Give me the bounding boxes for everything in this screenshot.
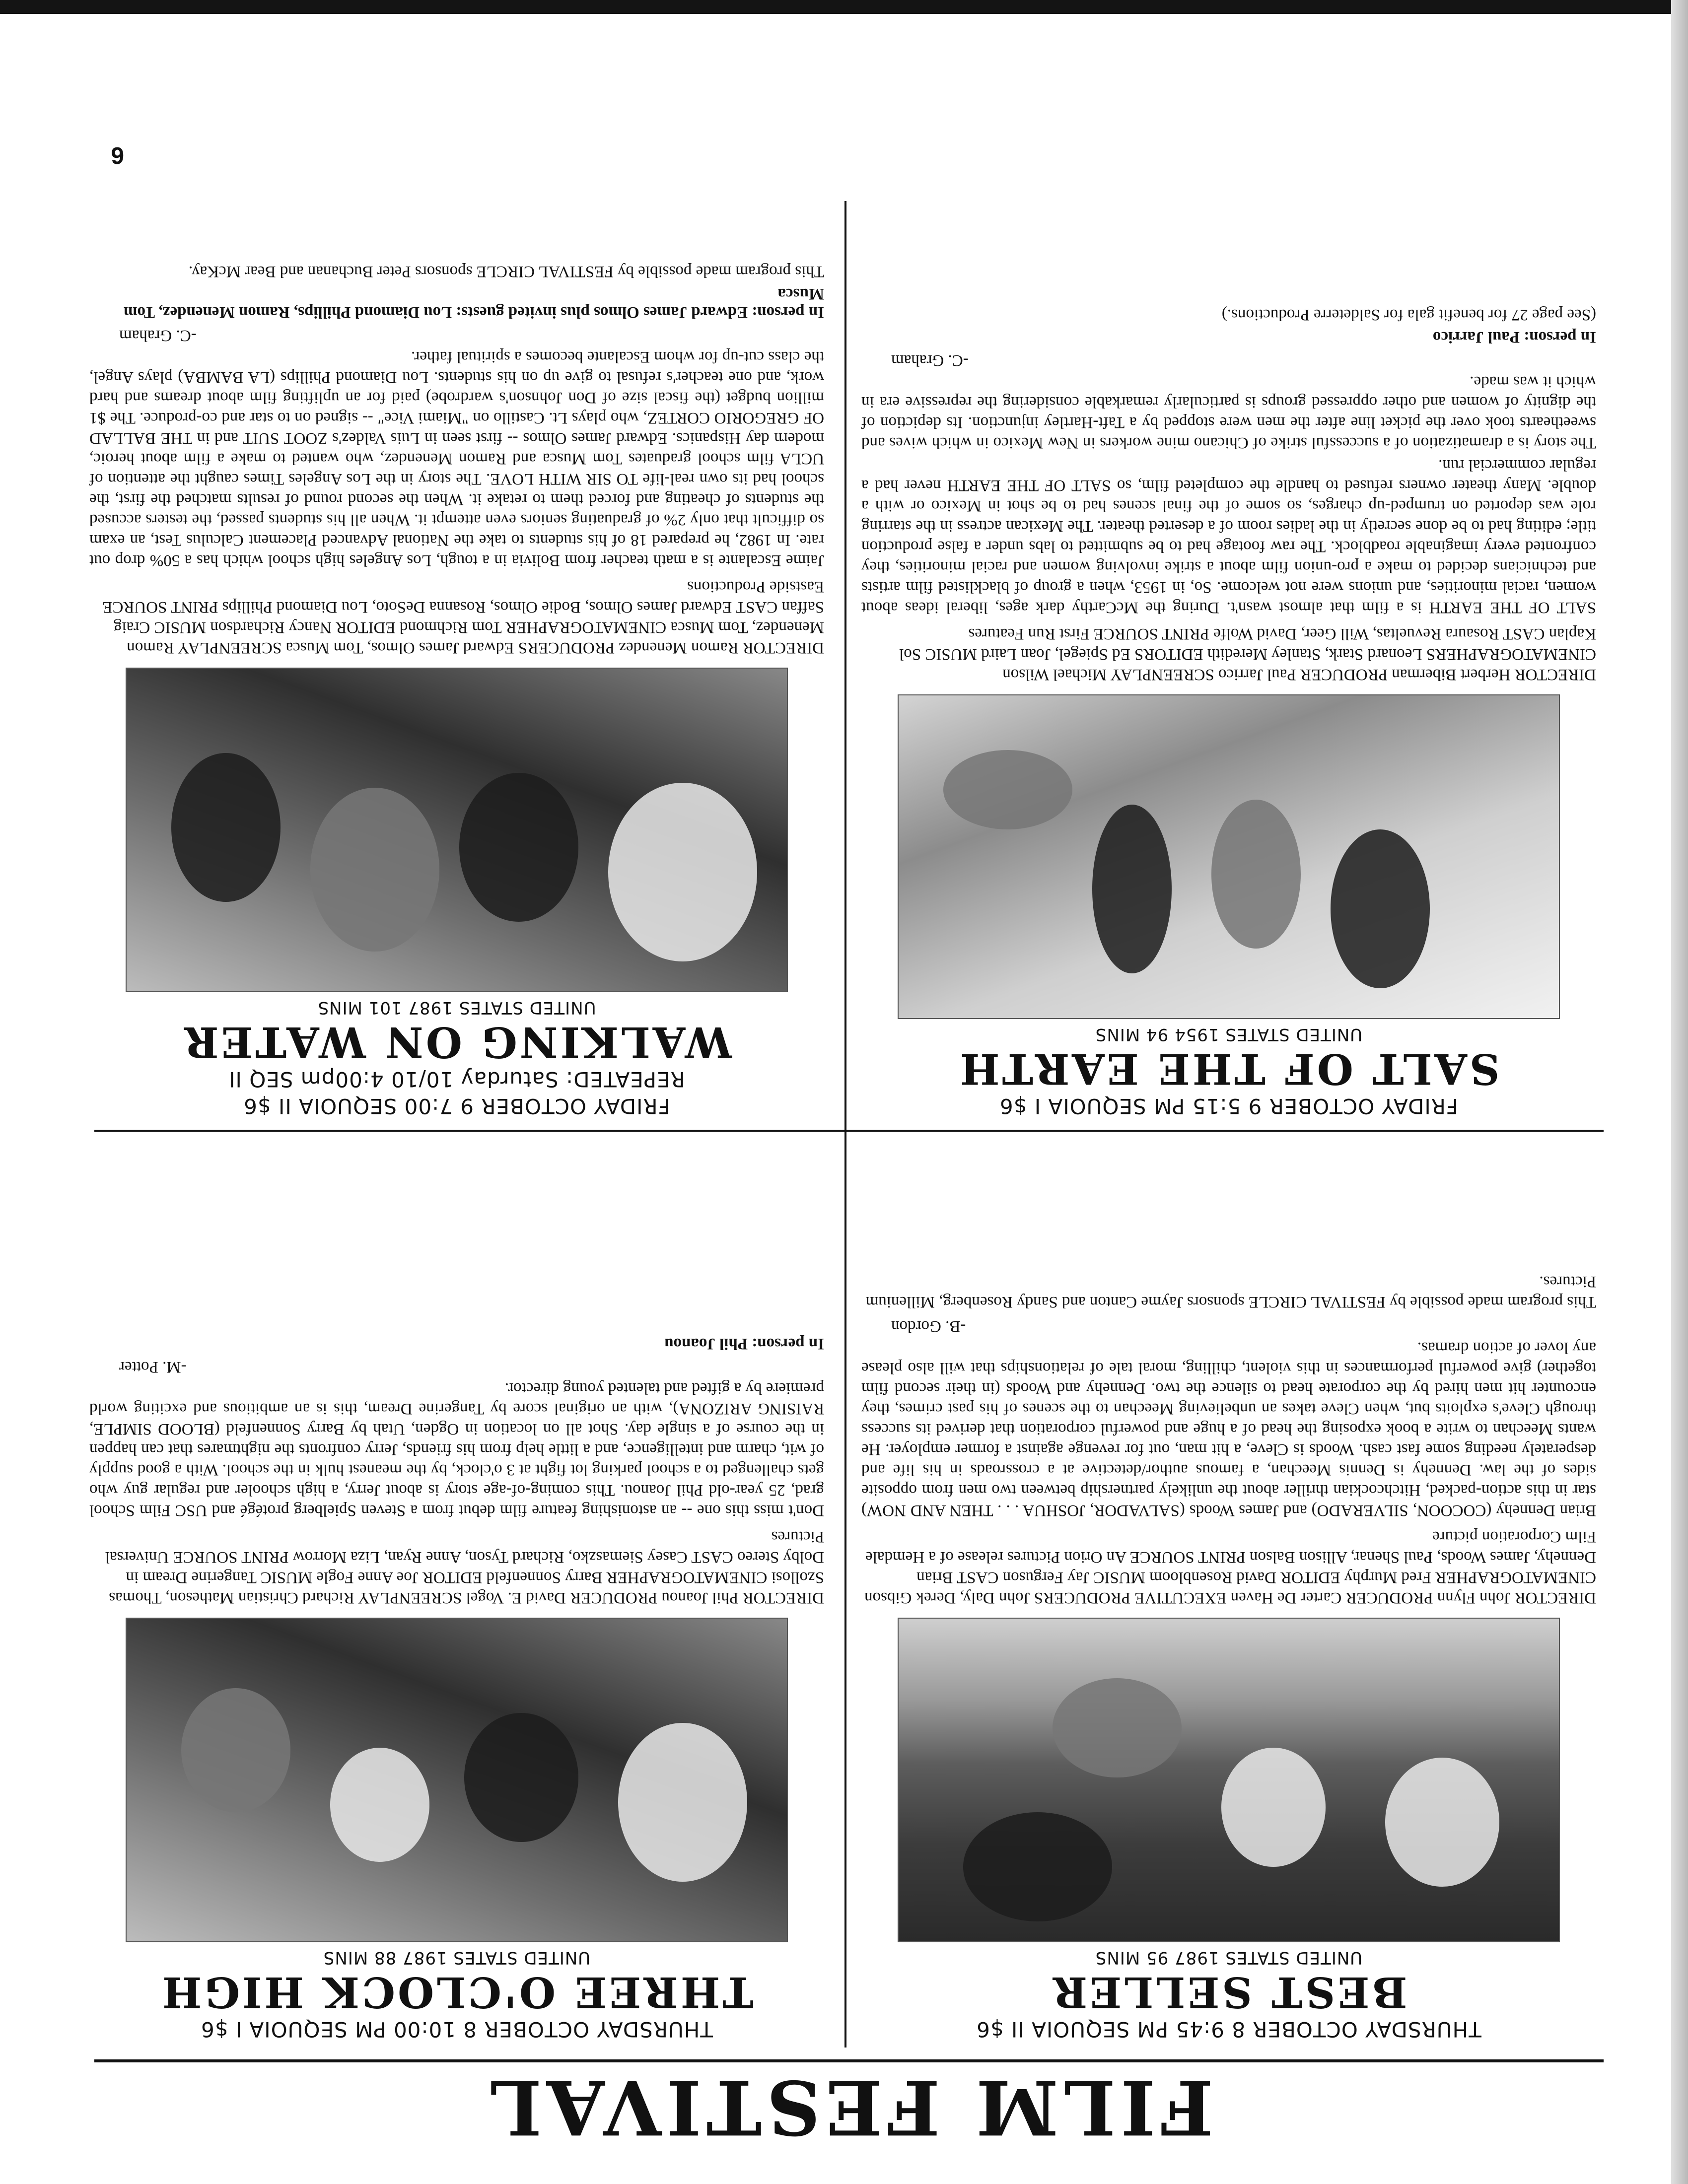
description-paragraph: The story is a dramatization of a successful strike of Chicano mine workers in New Mexico in which wives and sweethearts took over the picket line after the men were stopped by a Taft-Hartley injunction. Its depiction of the dignity of women and other oppressed groups is particularly remarkable considering the repressive era in which it was made. xyxy=(861,373,1596,452)
film-description xyxy=(861,1337,1596,1520)
masthead-rule xyxy=(94,2059,1604,2062)
film-still-photo xyxy=(898,1618,1560,1942)
film-description xyxy=(861,371,1596,617)
description-paragraph: Don't miss this one -- an astonishing feature film debut from a Steven Spielberg protégé and USC Film School grad, 25 year-old Phil Joanou. This coming-of-age story is about Jerry, a high schooler and regular guy who gets challenged to a school parking lot fight at 3 o'clock, by the meanest hulk in the school. With a good supply of wit, charm and intelligence, and a little help from his friends, Jerry confronts the nightmares that can happen in the course of a single day. Shot all on location in Ogden, Utah by Barry Sonnenfeld (BLOOD SIMPLE, RAISING ARIZONA), with an original score by Tangerine Dream, this is an ambitious and exciting world premiere by a gifted and talented young director. xyxy=(89,1379,824,1519)
page-number: 6 xyxy=(111,142,124,168)
sponsor-note: (See page 27 for benefit gala for Saldeterre Productions.) xyxy=(1221,306,1596,324)
film-description xyxy=(89,1378,824,1520)
film-still-photo xyxy=(126,1618,788,1942)
film-credits: DIRECTOR Phil Joanou PRODUCER David E. Vogel SCREENPLAY Richard Christian Matheson, Thomas Szollosi CINEMATOGRAPHER Barry Sonnenfeld EDITOR Joe Anne Fogle MUSIC Tangerine Dream in Dolby Stereo CAST Casey Siemaszko, Richard Tyson, Anne Ryan, Liza Morrow PRINT SOURCE Universal Pictures xyxy=(105,1528,824,1607)
in-person-guest: In person: Phil Joanou xyxy=(664,1335,824,1353)
description-paragraph: Brian Dennehy (COCOON, SILVERADO) and James Woods (SALVADOR, JOSHUA . . . THEN AND NOW) star in this action-packed, Hitchcockian thriller about the unlikely partnership between two men from opposite sides of the law. Dennehy is Dennis Meechan, a famous author/detective at a crossroads in his life and desperately needing some fast cash. Woods is Cleve, a hit man, out for revenge against a former employer. He wants Meechan to write a book exposing the head of a huge and powerful corporation that derived its success through Cleve's exploits but, when Cleve takes an unbelieving Meechan to the scenes of his past crimes, they encounter hit men hired by the corporate head to silence the two. Dennehy and Woods (in their second film together) give powerful performances in this violent, chilling, moral tale of relationships that will also please any lover of action dramas. xyxy=(861,1339,1596,1519)
film-schedule: FRIDAY OCTOBER 9 7:00 SEQUOIA II $6 xyxy=(243,1094,670,1118)
film-description xyxy=(89,346,824,570)
film-still-photo xyxy=(126,668,788,992)
film-title: SALT OF THE EARTH xyxy=(958,1044,1500,1093)
column-divider xyxy=(844,201,846,2048)
review-signature: -M. Potter xyxy=(119,1358,187,1376)
film-credits: DIRECTOR Ramon Menendez PRODUCERS Edward James Olmos, Tom Musca SCREENPLAY Ramon Menendez, Tom Musca CINEMATOGRAPHER Tom Richmond EDITOR Nancy Richardson MUSIC Craig Saffan CAST Edward James Olmos, Bodie Olmos, Rosanna DeSoto, Lou Diamond Phillips PRINT SOURCE Eastside Productions xyxy=(102,578,824,657)
in-person-guest: In person: Edward James Olmos plus invited guests: Lou Diamond Phillips, Ramon Menendez, Tom Musca xyxy=(124,285,824,321)
sponsor-note: This program made possible by FESTIVAL CIRCLE sponsors Peter Buchanan and Bear McKay. xyxy=(188,263,824,280)
film-listing-three-oclock-high xyxy=(89,1139,824,2043)
page-upside-down xyxy=(74,74,1614,2149)
in-person-guest: In person: Paul Jarrico xyxy=(1432,328,1596,346)
film-credits: DIRECTOR Herbert Biberman PRODUCER Paul Jarrico SCREENPLAY Michael Wilson CINEMATOGRAPHERS Leonard Stark, Stanley Meredith EDITORS Ed Spiegel, Joan Laird MUSIC Sol Kaplan CAST Rosaura Revueltas, Will Geer, David Wolfe PRINT SOURCE First Run Features xyxy=(899,625,1596,683)
film-meta: UNITED STATES 1954 94 MINS xyxy=(1095,1024,1363,1044)
film-meta: UNITED STATES 1987 88 MINS xyxy=(323,1948,591,1968)
film-schedule: THURSDAY OCTOBER 8 10:00 PM SEQUOIA I $6 xyxy=(201,2017,713,2042)
review-signature: -C. Graham xyxy=(119,327,197,344)
review-signature: -C. Graham xyxy=(891,351,969,369)
film-title: BEST SELLER xyxy=(1050,1968,1407,2017)
sponsor-note: This program made possible by FESTIVAL CIRCLE sponsors Jayme Canton and Sandy Rosenberg, Millenium Pictures. xyxy=(865,1273,1596,1311)
film-title: WALKING ON WATER xyxy=(181,1018,732,1067)
film-listing-walking-on-water xyxy=(89,211,824,1119)
film-schedule: FRIDAY OCTOBER 9 5:15 PM SEQUOIA I $6 xyxy=(999,1094,1459,1118)
description-paragraph: Jaime Escalante is a math teacher from Bolivia in a tough, Los Angeles high school which has a 50% drop out rate. In 1982, he prepared 18 of his students to take the National Advanced Placement Calculus Test, an exam so difficult that only 2% of graduating seniors even attempt it. When all his students passed, the testers accused the students of cheating and forced them to retake it. When the second round of results matched the first, the school had its own real-life TO SIR WITH LOVE. The story in the Los Angeles Times caught the attention of UCLA film school graduates Tom Musca and Ramon Menendez, who wanted to make a film about heroic, modern day Hispanics. Edward James Olmos -- first seen in Luis Valdez's ZOOT SUIT and in THE BALLAD OF GREGORIO CORTEZ, who plays Lt. Castillo on "Miami Vice" -- signed on to star and co-produce. The $1 million budget (the fiscal size of Don Johnson's wardrobe) paid for an uplifting film about dreams and hard work, and one teacher's refusal to give up on his students. Lou Diamond Phillips (LA BAMBA) plays Angel, the class cut-up for whom Escalante becomes a spiritual father. xyxy=(89,348,824,569)
film-meta: UNITED STATES 1987 95 MINS xyxy=(1095,1948,1363,1968)
scan-top-edge xyxy=(0,0,1688,14)
film-credits: DIRECTOR John Flynn PRODUCER Carter De Haven EXECUTIVE PRODUCERS John Daly, Derek Gibson CINEMATOGRAPHER Fred Murphy EDITOR David Rosenbloom MUSIC Jay Ferguson CAST Brian Dennehy, James Woods, Paul Shenar, Allison Balson PRINT SOURCE An Orion Pictures release of a Hemdale Film Corporation picture xyxy=(864,1528,1596,1607)
film-listing-best-seller xyxy=(861,1139,1596,2043)
review-signature: -B. Gordon xyxy=(891,1317,966,1335)
row-divider xyxy=(94,1130,1604,1132)
film-listing-salt-of-the-earth xyxy=(861,211,1596,1119)
film-still-photo xyxy=(898,694,1560,1019)
description-paragraph: SALT OF THE EARTH is a film that almost wasn't. During the McCarthy dark ages, liberal ideas about women, racial minorities, and unions were not welcome. So, in 1953, when a group of blacklisted film artists and technicians decided to make a pro-union film about a strike involving women and racial minorities, they confronted every imaginable roadblock. The raw footage had to be submitted to labs under a false production title; editing had to be done secretly in the ladies room of a deserted theater. The Mexican actress in the starring role was deported on trumped-up charges, so some of the final scenes had to be shot in Mexico or with a double. Many theater owners refused to handle the completed film, so SALT OF THE EARTH never had a regular commercial run. xyxy=(861,456,1596,616)
masthead: FILM FESTIVAL xyxy=(485,2063,1213,2151)
binding-edge xyxy=(1671,0,1688,2184)
film-title: THREE O'CLOCK HIGH xyxy=(160,1968,754,2017)
film-meta: UNITED STATES 1987 101 MINS xyxy=(317,998,596,1018)
film-schedule: THURSDAY OCTOBER 8 9:45 PM SEQUOIA II $6 xyxy=(976,2017,1481,2042)
film-repeat-schedule: REPEATED: Saturday 10/10 4:00pm SEQ II xyxy=(228,1067,685,1092)
